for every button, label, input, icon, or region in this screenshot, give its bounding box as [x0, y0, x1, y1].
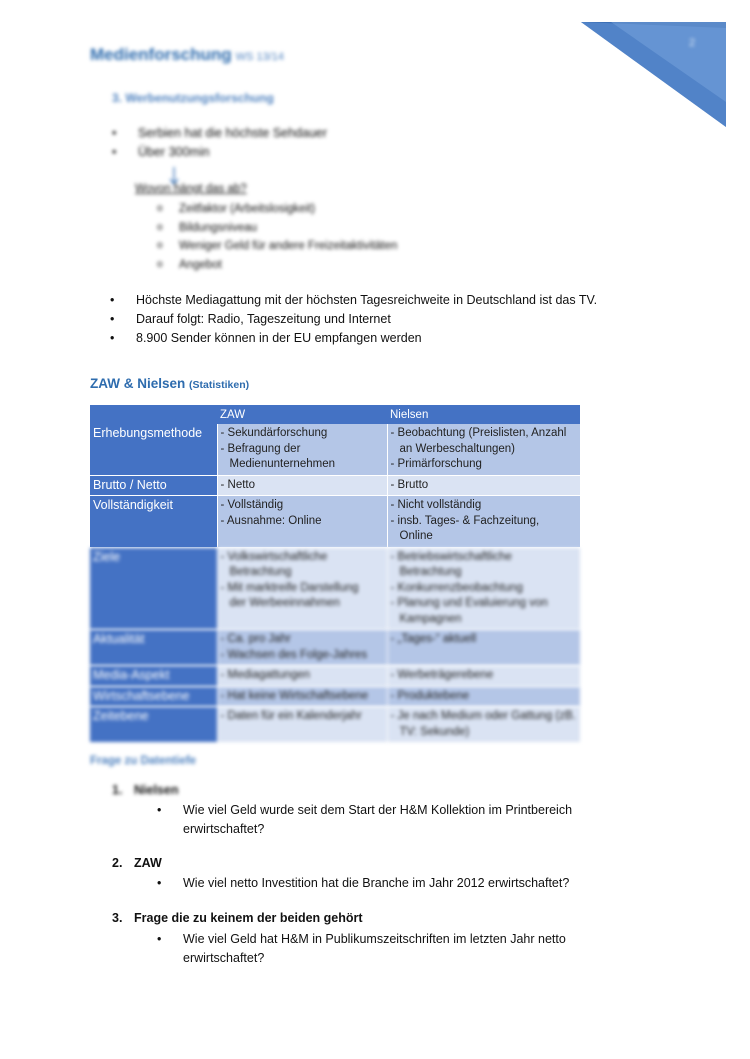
- zaw-nielsen-heading: [90, 376, 249, 391]
- nielsen-cell: [387, 547, 580, 630]
- column-header: [90, 405, 217, 424]
- numbered-item-3-bullets: [157, 930, 613, 968]
- cell-line: - Mit marktreife Darstellung: [220, 581, 359, 594]
- nielsen-cell: [387, 686, 580, 707]
- cell-line: - Daten für ein Kalenderjahr: [220, 710, 362, 722]
- list-item: • Serbien hat die höchste Sehdauer: [112, 124, 327, 143]
- cell-line: - Beobachtung (Preislisten, Anzahl: [390, 427, 567, 439]
- row-label: Wirtschaftsebene: [90, 686, 217, 707]
- table-row: [90, 707, 580, 743]
- numbered-item-2-bullets: [157, 874, 613, 893]
- zaw-cell: [217, 475, 387, 496]
- cell-line: - „Tages-“ aktuell: [390, 633, 477, 645]
- cell-line: - Netto: [220, 478, 256, 491]
- zaw-cell: [217, 666, 387, 687]
- cell-line: - Ausnahme: Online: [220, 514, 322, 527]
- zaw-cell: [217, 547, 387, 630]
- cell-line: - Mediagattungen: [220, 669, 311, 681]
- numbered-item-1: [112, 783, 178, 797]
- row-label: Aktualität: [90, 630, 217, 666]
- column-header: ZAW: [217, 405, 387, 424]
- cell-line: - Werbeträgerebene: [390, 669, 494, 681]
- item-number: 3.: [112, 911, 123, 925]
- cell-line: - Brutto: [390, 478, 429, 491]
- list-item: • Wie viel netto Investition hat die Branche im Jahr 2012 erwirtschaftet?: [157, 874, 613, 893]
- zaw-cell: [217, 630, 387, 666]
- list-item: • Wie viel Geld wurde seit dem Start der H&M Kollektion im Printbereich erwirtschaftet?: [157, 801, 613, 839]
- table-row: [90, 666, 580, 687]
- table-row: [90, 686, 580, 707]
- page-number: 2: [689, 37, 696, 49]
- cell-line: - Ca. pro Jahr: [220, 633, 291, 645]
- cell-line: - Volkswirtschaftliche: [220, 550, 328, 563]
- heading-text: ZAW & Nielsen: [90, 376, 186, 391]
- table-row: [90, 496, 580, 548]
- row-label: Erhebungsmethode: [90, 424, 217, 475]
- row-label: Vollständigkeit: [90, 496, 217, 548]
- item-number: 1.: [112, 783, 123, 797]
- column-header: Nielsen: [387, 405, 580, 424]
- cell-line: Kampagnen: [399, 612, 462, 625]
- cell-line: - insb. Tages- & Fachzeitung,: [390, 514, 540, 527]
- zaw-cell: [217, 686, 387, 707]
- nielsen-cell: [387, 496, 580, 548]
- numbered-item-3: [112, 911, 363, 925]
- section1-bullets: [112, 124, 327, 162]
- cell-line: - Wachsen des Folge-Jahres: [220, 648, 368, 661]
- cell-line: Online: [399, 530, 433, 542]
- table-header-row: [90, 405, 580, 424]
- list-item: o Bildungsniveau: [157, 219, 397, 238]
- question-text: Wovon hängt das ab?: [135, 183, 247, 195]
- section1-subpoints: [157, 200, 397, 274]
- cell-line: - Betriebswirtschaftliche: [390, 550, 512, 563]
- cell-line: - Produktebene: [390, 689, 470, 702]
- corner-decoration: [581, 22, 726, 127]
- list-item: o Weniger Geld für andere Freizeitaktivitäten: [157, 237, 397, 256]
- section-heading: 3. Werbenutzungsforschung: [112, 91, 274, 105]
- main-bullet-list: [110, 291, 597, 348]
- cell-line: Medienunternehmen: [229, 458, 335, 470]
- zaw-cell: [217, 707, 387, 743]
- cell-line: - Je nach Medium oder Gattung (zB.: [390, 710, 576, 722]
- nielsen-cell: [387, 707, 580, 743]
- frage-heading: Frage zu Datentiefe: [90, 755, 197, 767]
- table-row: [90, 475, 580, 496]
- cell-line: - Befragung der: [220, 442, 301, 455]
- table-row: [90, 547, 580, 630]
- list-item: • Über 300min: [112, 143, 327, 162]
- cell-line: - Sekundärforschung: [220, 427, 328, 439]
- title-text: Medienforschung: [90, 45, 232, 64]
- cell-line: - Hat keine Wirtschaftsebene: [220, 689, 369, 702]
- heading-small-text: (Statistiken): [189, 379, 250, 391]
- list-item: • 8.900 Sender können in der EU empfangen werden: [110, 329, 597, 348]
- item-label: Nielsen: [134, 783, 179, 797]
- cell-line: - Planung und Evaluierung von: [390, 597, 548, 609]
- cell-line: Betrachtung: [229, 566, 292, 578]
- numbered-item-2: [112, 856, 162, 870]
- list-item: • Höchste Mediagattung mit der höchsten Tagesreichweite in Deutschland ist das TV.: [110, 291, 597, 310]
- row-label: Ziele: [90, 547, 217, 630]
- list-item: • Darauf folgt: Radio, Tageszeitung und Internet: [110, 310, 597, 329]
- item-label: Frage die zu keinem der beiden gehört: [134, 911, 363, 925]
- document-title: [90, 45, 284, 65]
- item-label: ZAW: [134, 856, 162, 870]
- table-row: [90, 630, 580, 666]
- item-number: 2.: [112, 856, 123, 870]
- cell-line: - Primärforschung: [390, 458, 482, 470]
- row-label: Zeitebene: [90, 707, 217, 743]
- nielsen-cell: [387, 424, 580, 475]
- zaw-cell: [217, 496, 387, 548]
- row-label: Brutto / Netto: [90, 475, 217, 496]
- title-suffix: WS 13/14: [235, 51, 284, 63]
- list-item: o Zeitfaktor (Arbeitslosigkeit): [157, 200, 397, 219]
- cell-line: der Werbeeinnahmen: [229, 597, 340, 609]
- numbered-item-1-bullets: [157, 801, 613, 839]
- cell-line: - Nicht vollständig: [390, 499, 482, 511]
- cell-line: an Werbeschaltungen): [399, 442, 515, 455]
- cell-line: - Vollständig: [220, 499, 284, 511]
- nielsen-cell: [387, 666, 580, 687]
- nielsen-cell: [387, 475, 580, 496]
- row-label: Media-Aspekt: [90, 666, 217, 687]
- table-row: [90, 424, 580, 475]
- nielsen-cell: [387, 630, 580, 666]
- cell-line: Betrachtung: [399, 566, 462, 578]
- cell-line: TV: Sekunde): [399, 725, 470, 738]
- cell-line: - Konkurrenzbeobachtung: [390, 581, 523, 594]
- list-item: o Angebot: [157, 256, 397, 275]
- comparison-table: [90, 405, 581, 743]
- zaw-cell: [217, 424, 387, 475]
- list-item: • Wie viel Geld hat H&M in Publikumszeitschriften im letzten Jahr netto erwirtschaftet?: [157, 930, 613, 968]
